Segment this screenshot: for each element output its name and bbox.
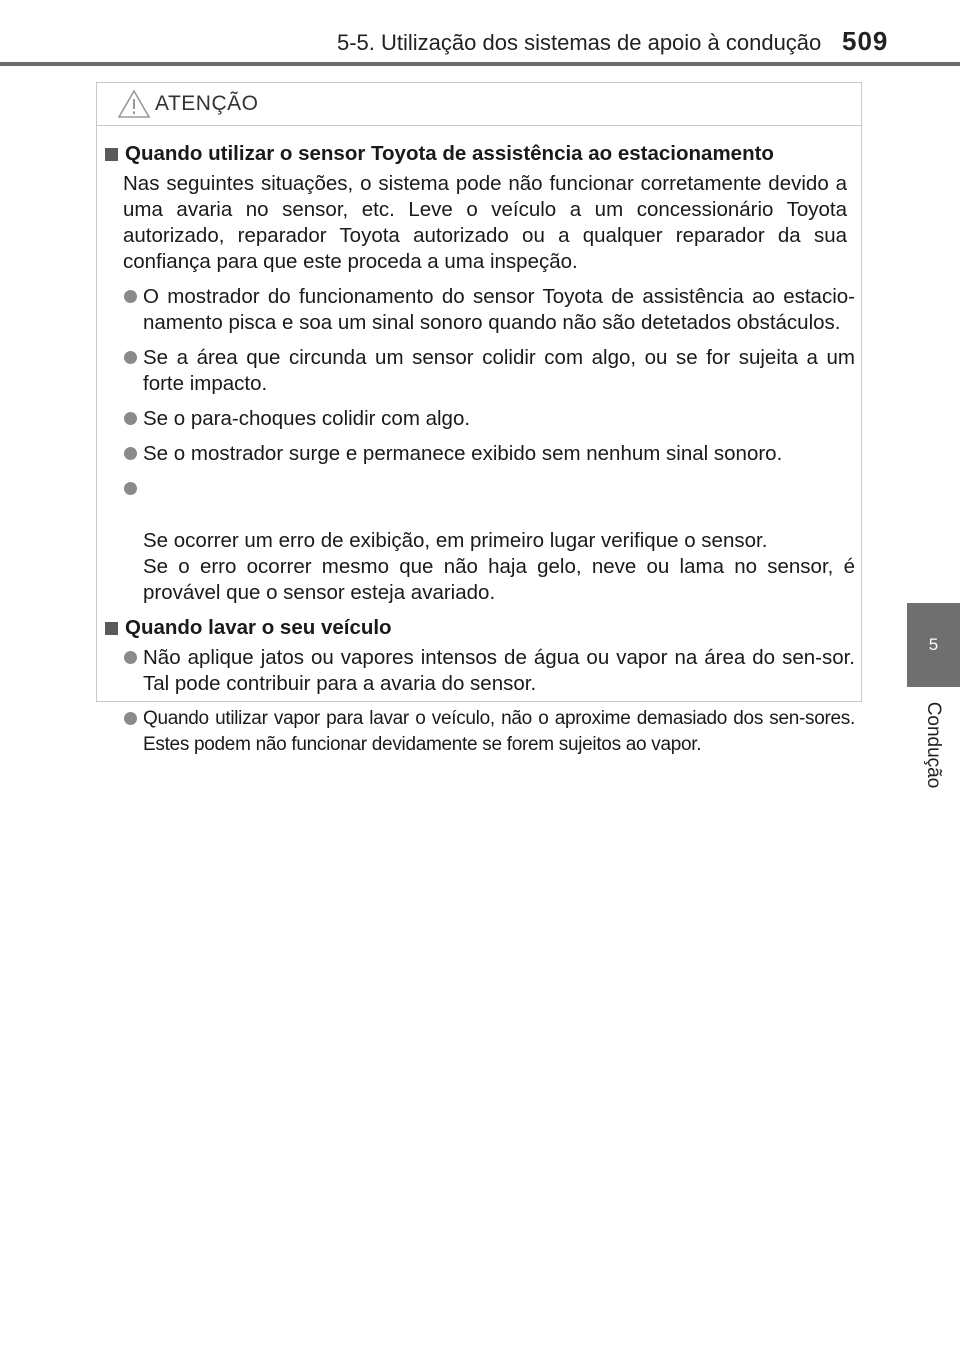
section-title: 5-5. Utilização dos sistemas de apoio à condução <box>337 30 822 55</box>
list-item <box>103 284 855 336</box>
chapter-number: 5 <box>928 635 939 654</box>
list-item-text: Se o mostrador surge e permanece exibido sem nenhum sinal sonoro. <box>143 442 783 465</box>
warning-title: ATENÇÃO <box>155 92 259 115</box>
header-divider <box>0 62 960 66</box>
round-bullet-icon <box>124 447 137 460</box>
section-intro: Nas seguintes situações, o sistema pode não funcionar corretamente devido a uma avaria no sensor, etc. Leve o veículo a um concessionário Toyota autorizado, reparador Toyota autorizado ou a qualquer reparador da sua confiança para que este proceda a uma inspeção. <box>123 172 847 273</box>
round-bullet-icon <box>124 651 137 664</box>
list-item <box>103 476 855 606</box>
section-heading-text: Quando lavar o seu veículo <box>125 616 392 639</box>
round-bullet-icon <box>124 482 137 495</box>
section-heading-text: Quando utilizar o sensor Toyota de assistência ao estacionamento <box>125 142 774 165</box>
list-item-text: Se o para-choques colidir com algo. <box>143 407 471 430</box>
round-bullet-icon <box>124 351 137 364</box>
list-item <box>103 441 855 467</box>
square-bullet-icon <box>105 148 118 161</box>
list-item <box>103 706 855 758</box>
warning-content <box>103 141 855 767</box>
warning-box <box>96 82 862 755</box>
section-heading <box>103 141 855 167</box>
chapter-tab[interactable] <box>907 603 960 687</box>
list-item <box>103 406 855 432</box>
warning-header <box>97 83 861 126</box>
square-bullet-icon <box>105 622 118 635</box>
chapter-label: Condução <box>923 701 944 789</box>
list-item-text: Quando utilizar vapor para lavar o veículo, não o aproxime demasiado dos sen-sores. Estes podem não funcionar devidamente se forem sujeitos ao vapor. <box>143 708 855 755</box>
round-bullet-icon <box>124 290 137 303</box>
warning-triangle-icon <box>117 89 151 119</box>
list-item-text: Não aplique jatos ou vapores intensos de água ou vapor na área do sen-sor. Tal pode contribuir para a avaria do sensor. <box>143 646 855 695</box>
list-item <box>103 345 855 397</box>
round-bullet-icon <box>124 412 137 425</box>
list-item-text: O mostrador do funcionamento do sensor Toyota de assistência ao estacio-namento pisca e soa um sinal sonoro quando não são detetados obstáculos. <box>143 285 855 334</box>
page-number: 509 <box>842 26 889 56</box>
round-bullet-icon <box>124 712 137 725</box>
section-heading <box>103 615 855 641</box>
list-item-text: Se ocorrer um erro de exibição, em primeiro lugar verifique o sensor. Se o erro ocorrer mesmo que não haja gelo, neve ou lama no sensor, é provável que o sensor esteja avariado. <box>143 529 855 604</box>
list-item <box>103 645 855 697</box>
list-item-text: Se a área que circunda um sensor colidir com algo, ou se for sujeita a um forte impacto. <box>143 346 855 395</box>
